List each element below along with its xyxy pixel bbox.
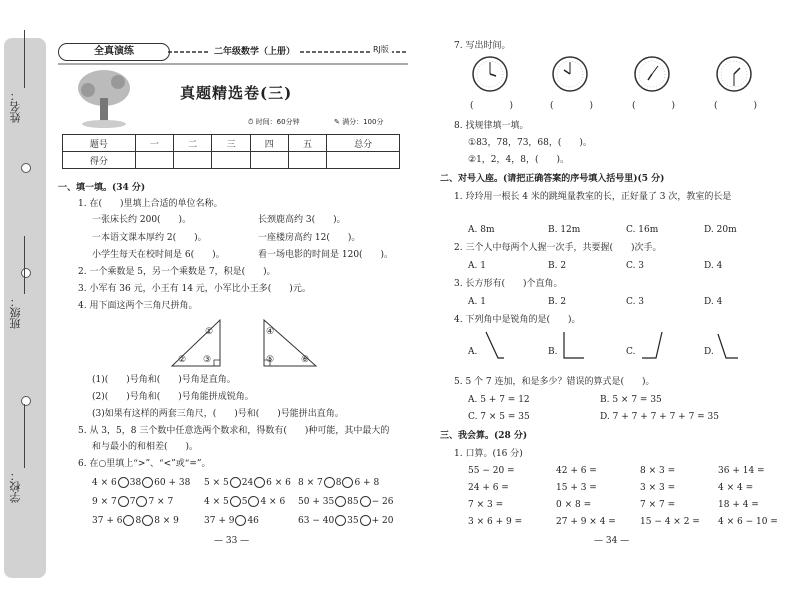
clock-answer-blank[interactable]: ( ) <box>550 101 594 111</box>
calc-item: 4 × 6 − 10 = <box>718 517 778 527</box>
question-5-cont: 和与最小的和相差( )。 <box>92 442 199 452</box>
compare-item: 37 + 6 8 8 × 9 <box>92 516 179 526</box>
compare-item: 8 × 7 8 6 + 8 <box>298 478 380 488</box>
question-7: 7. 写出时间。 <box>454 41 511 51</box>
clock-answer-blank[interactable]: ( ) <box>470 101 514 111</box>
option[interactable]: D. 20m <box>704 225 737 235</box>
score-cell[interactable] <box>212 152 250 169</box>
header-logo: 全真演练 <box>58 43 170 61</box>
tree-illustration-icon <box>74 68 134 130</box>
calc-item: 3 × 3 = <box>640 483 676 493</box>
question-2: 2. 一个乘数是 5，另一个乘数是 7，积是( )。 <box>78 267 276 277</box>
score-row-label: 得分 <box>63 152 136 169</box>
option[interactable]: A. 1 <box>468 297 486 307</box>
question-6: 6. 在○里填上“>”、“<”或“=”。 <box>78 459 211 469</box>
calc-item: 42 + 6 = <box>556 466 597 476</box>
q1-item: 看一场电影的时间是 120( )。 <box>258 250 394 260</box>
q8-item: ②1，2，4，8，( )。 <box>468 155 569 165</box>
angle-label: ① <box>205 327 214 337</box>
class-field: 班级： <box>8 296 42 329</box>
calc-item: 15 + 3 = <box>556 483 597 493</box>
angle-d-icon <box>716 330 740 360</box>
name-field: 姓名： <box>8 90 42 123</box>
binding-hole <box>21 268 31 278</box>
option[interactable]: C. <box>626 347 636 357</box>
section-2-heading: 二、对号入座。(请把正确答案的序号填入括号里)(5 分) <box>440 174 665 184</box>
option[interactable]: B. 12m <box>548 225 581 235</box>
score-header-cell: 题号 <box>63 135 136 152</box>
binding-hole <box>21 396 31 406</box>
calc-item: 27 + 9 × 4 = <box>556 517 616 527</box>
clock-icon <box>717 57 751 91</box>
clock-icon <box>635 57 669 91</box>
option[interactable]: A. <box>468 347 478 357</box>
section-3-heading: 三、我会算。(28 分) <box>440 431 528 441</box>
score-header-cell: 一 <box>135 135 173 152</box>
q4-item: (1)( )号角和( )号角是直角。 <box>92 375 236 385</box>
q4-item: (2)( )号角和( )号角能拼成锐角。 <box>92 392 254 402</box>
calc-item: 15 − 4 × 2 = <box>640 517 700 527</box>
calc-item: 55 − 20 = <box>468 466 515 476</box>
header-underline <box>58 62 408 66</box>
compare-item: 50 + 35 85 − 26 <box>298 497 394 507</box>
grade-subject: 二年级数学（上册） <box>210 44 299 57</box>
calc-item: 18 + 4 = <box>718 500 759 510</box>
q8-item: ①83，78，73，68，( )。 <box>468 138 592 148</box>
section-1-heading: 一、填一填。(34 分) <box>58 183 146 193</box>
angle-b-icon <box>562 330 586 360</box>
score-header-cell: 五 <box>288 135 326 152</box>
option[interactable]: B. 2 <box>548 297 567 307</box>
q1-item: 一本语文课本厚约 2( )。 <box>92 233 207 243</box>
option[interactable]: D. 7 + 7 + 7 + 7 + 7 = 35 <box>600 412 720 422</box>
question-1: 1. 在( )里填上合适的单位名称。 <box>78 199 223 209</box>
score-cell[interactable] <box>327 152 400 169</box>
score-cell[interactable] <box>174 152 212 169</box>
q1-item: 一张床长约 200( )。 <box>92 215 192 225</box>
score-table <box>62 134 400 169</box>
clock-icon <box>553 57 587 91</box>
binding-hole <box>21 163 31 173</box>
mc-question-5: 5. 5 个 7 连加，和是多少？错误的算式是( )。 <box>454 377 655 387</box>
angle-c-icon <box>640 330 664 360</box>
angle-label: ② <box>178 355 187 365</box>
q1-item: 小学生每天在校时间是 6( )。 <box>92 250 225 260</box>
option[interactable]: C. 16m <box>626 225 659 235</box>
compare-item: 4 × 6 38 60 + 38 <box>92 478 191 488</box>
option[interactable]: B. 2 <box>548 261 567 271</box>
calc-item: 36 + 14 = <box>718 466 765 476</box>
score-cell[interactable] <box>250 152 288 169</box>
question-4: 4. 用下面这两个三角尺拼角。 <box>78 301 198 311</box>
compare-item: 63 − 40 35 + 20 <box>298 516 394 526</box>
calc-item: 7 × 7 = <box>640 500 676 510</box>
option[interactable]: C. 3 <box>626 297 645 307</box>
clock-answer-blank[interactable]: ( ) <box>714 101 758 111</box>
mc-question-4: 4. 下列角中是锐角的是( )。 <box>454 315 581 325</box>
score-cell[interactable] <box>288 152 326 169</box>
option[interactable]: C. 7 × 5 = 35 <box>468 412 530 422</box>
option[interactable]: D. 4 <box>704 261 723 271</box>
option[interactable]: B. <box>548 347 558 357</box>
full-score: ✎ 满分：100分 <box>334 118 384 126</box>
page-title: 真题精选卷(三) <box>180 84 293 102</box>
calc-item: 3 × 6 + 9 = <box>468 517 523 527</box>
option[interactable]: A. 8m <box>468 225 495 235</box>
question-8: 8. 找规律填一填。 <box>454 121 529 131</box>
calc-item: 0 × 8 = <box>556 500 592 510</box>
mc-question-1: 1. 玲玲用一根长 4 米的跳绳量教室的长，正好量了 3 次，教室的长是 <box>454 192 732 202</box>
score-cell[interactable] <box>135 152 173 169</box>
score-header-cell: 二 <box>174 135 212 152</box>
option[interactable]: D. 4 <box>704 297 723 307</box>
school-field: 学校： <box>8 470 42 503</box>
compare-item: 37 + 9 46 <box>204 516 259 526</box>
mc-question-3: 3. 长方形有( )个直角。 <box>454 279 563 289</box>
clock-answer-blank[interactable]: ( ) <box>632 101 676 111</box>
angle-label: ③ <box>203 355 212 365</box>
page-number-right: — 34 — <box>594 536 630 546</box>
angle-label: ⑥ <box>301 355 310 365</box>
option[interactable]: A. 1 <box>468 261 486 271</box>
calc-item: 8 × 3 = <box>640 466 676 476</box>
angle-label: ⑤ <box>266 355 275 365</box>
calc-item: 7 × 3 = <box>468 500 504 510</box>
page-number-left: — 33 — <box>214 536 250 546</box>
option[interactable]: D. <box>704 347 714 357</box>
score-header-cell: 三 <box>212 135 250 152</box>
compare-item: 4 × 5 5 4 × 6 <box>204 497 286 507</box>
compare-item: 5 × 5 24 6 × 6 <box>204 478 291 488</box>
q4-item: (3)如果有这样的两套三角尺，( )号和( )号能拼出直角。 <box>92 409 344 419</box>
clocks <box>472 54 772 94</box>
angle-label: ④ <box>266 327 275 337</box>
option[interactable]: A. 5 + 7 = 12 <box>468 395 530 405</box>
mc-question-2: 2. 三个人中每两个人握一次手，共要握( )次手。 <box>454 243 662 253</box>
calc-item: 24 + 6 = <box>468 483 509 493</box>
q1-item: 一座楼房高约 12( )。 <box>258 233 361 243</box>
q1-item: 长颈鹿高约 3( )。 <box>258 215 346 225</box>
compare-item: 9 × 7 7 7 × 7 <box>92 497 174 507</box>
oral-calc-heading: 1. 口算。(16 分) <box>454 449 523 459</box>
angle-a-icon <box>484 330 504 360</box>
question-3: 3. 小军有 36 元，小王有 14 元，小军比小王多( )元。 <box>78 284 311 294</box>
question-5: 5. 从 3，5，8 三个数中任意选两个数求和，得数有( )种可能，其中最大的 <box>78 426 390 436</box>
calc-item: 4 × 4 = <box>718 483 754 493</box>
score-header-cell: 四 <box>250 135 288 152</box>
option[interactable]: B. 5 × 7 = 35 <box>600 395 662 405</box>
option[interactable]: C. 3 <box>626 261 645 271</box>
time-limit: ⏱ 时间：60分钟 <box>248 118 300 126</box>
edition-label: RJ版 <box>370 44 392 55</box>
score-header-cell: 总分 <box>327 135 400 152</box>
clock-icon <box>473 57 507 91</box>
